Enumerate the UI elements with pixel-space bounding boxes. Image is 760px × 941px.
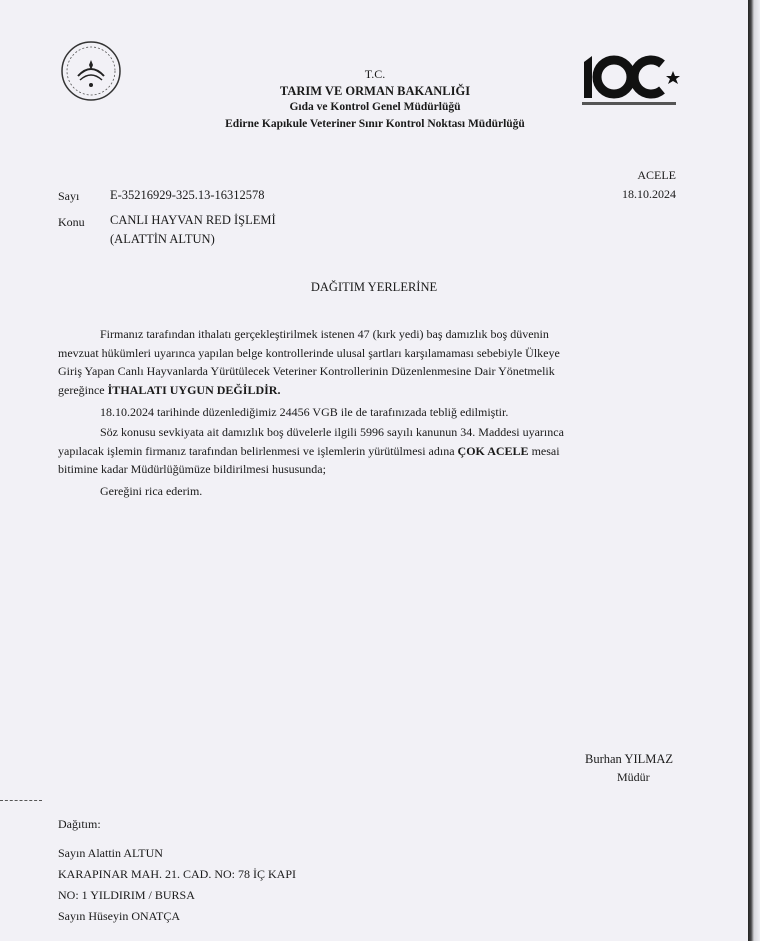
paragraph-line: Söz konusu sevkiyata ait damızlık boş düvelerle ilgili 5996 sayılı kanunun 34. Maddesi uyarınca — [100, 425, 564, 439]
paragraph-line: Gereğini rica ederim. — [100, 484, 203, 498]
body-paragraph-2 — [58, 403, 690, 422]
konu-label: Konu — [58, 215, 85, 229]
paragraph-line: mevzuat hükümleri uyarınca yapılan belge kontrollerinde ulusal şartları karşılamaması sebebiyle Ülkeye — [58, 345, 560, 360]
header-directorate: Gıda ve Kontrol Genel Müdürlüğü — [289, 101, 461, 113]
page-edge — [748, 0, 760, 941]
paragraph-text: mesai — [528, 443, 560, 458]
signatory-title: Müdür — [617, 770, 650, 784]
priority-label: ACELE — [637, 168, 676, 182]
document-date: 18.10.2024 — [622, 187, 676, 201]
distribution-line: Sayın Alattin ALTUN — [58, 846, 163, 860]
konu-value: CANLI HAYVAN RED İŞLEMİ — [110, 213, 276, 227]
paragraph-line: bitimine kadar Müdürlüğümüze bildirilmesi hususunda; — [58, 462, 326, 476]
centenary-logo-icon — [580, 52, 680, 110]
body-paragraph-4 — [58, 482, 690, 501]
paragraph-line: 18.10.2024 tarihinde düzenlediğimiz 24456 VGB ile de tarafınızada tebliğ edilmiştir. — [100, 405, 509, 419]
paragraph-line: Firmanız tarafından ithalatı gerçekleştirilmek istenen 47 (kırk yedi) baş damızlık boş düvenin — [100, 327, 549, 341]
emphasis-text: ÇOK ACELE — [457, 443, 529, 458]
distribution-line: KARAPINAR MAH. 21. CAD. NO: 78 İÇ KAPI — [58, 867, 297, 881]
sayi-value: E-35216929-325.13-16312578 — [110, 188, 265, 202]
paragraph-text: yapılacak işlemin firmanız tarafından belirlenmesi ve işlemlerin yürütülmesi adına — [58, 443, 458, 458]
sayi-label: Sayı — [58, 189, 80, 203]
distribution-line: Sayın Hüseyin ONATÇA — [58, 909, 180, 923]
paragraph-line: Giriş Yapan Canlı Hayvanlarda Yürütülecek Veteriner Kontrollerinin Düzenlenmesine Dair Yönetmelik — [58, 364, 555, 378]
header-tc: T.C. — [364, 67, 386, 81]
fold-mark — [0, 800, 42, 801]
header-ministry: TARIM VE ORMAN BAKANLIĞI — [279, 84, 471, 98]
header-office: Edirne Kapıkule Veteriner Sınır Kontrol Noktası Müdürlüğü — [225, 118, 525, 130]
emphasis-text: İTHALATI UYGUN DEĞİLDİR. — [107, 382, 281, 397]
konu-subvalue: (ALATTİN ALTUN) — [110, 232, 215, 246]
signatory-name: Burhan YILMAZ — [585, 752, 674, 766]
distribution-title: DAĞITIM YERLERİNE — [310, 280, 438, 294]
body-paragraph-3 — [58, 423, 690, 479]
distribution-list — [58, 814, 296, 927]
body-paragraph-1 — [58, 325, 690, 399]
paragraph-line — [58, 442, 690, 461]
paragraph-text: gereğince — [58, 382, 108, 397]
ministry-emblem-icon — [60, 40, 122, 102]
paragraph-line — [58, 381, 690, 400]
distribution-line: NO: 1 YILDIRIM / BURSA — [58, 888, 195, 902]
distribution-label: Dağıtım: — [58, 817, 101, 831]
